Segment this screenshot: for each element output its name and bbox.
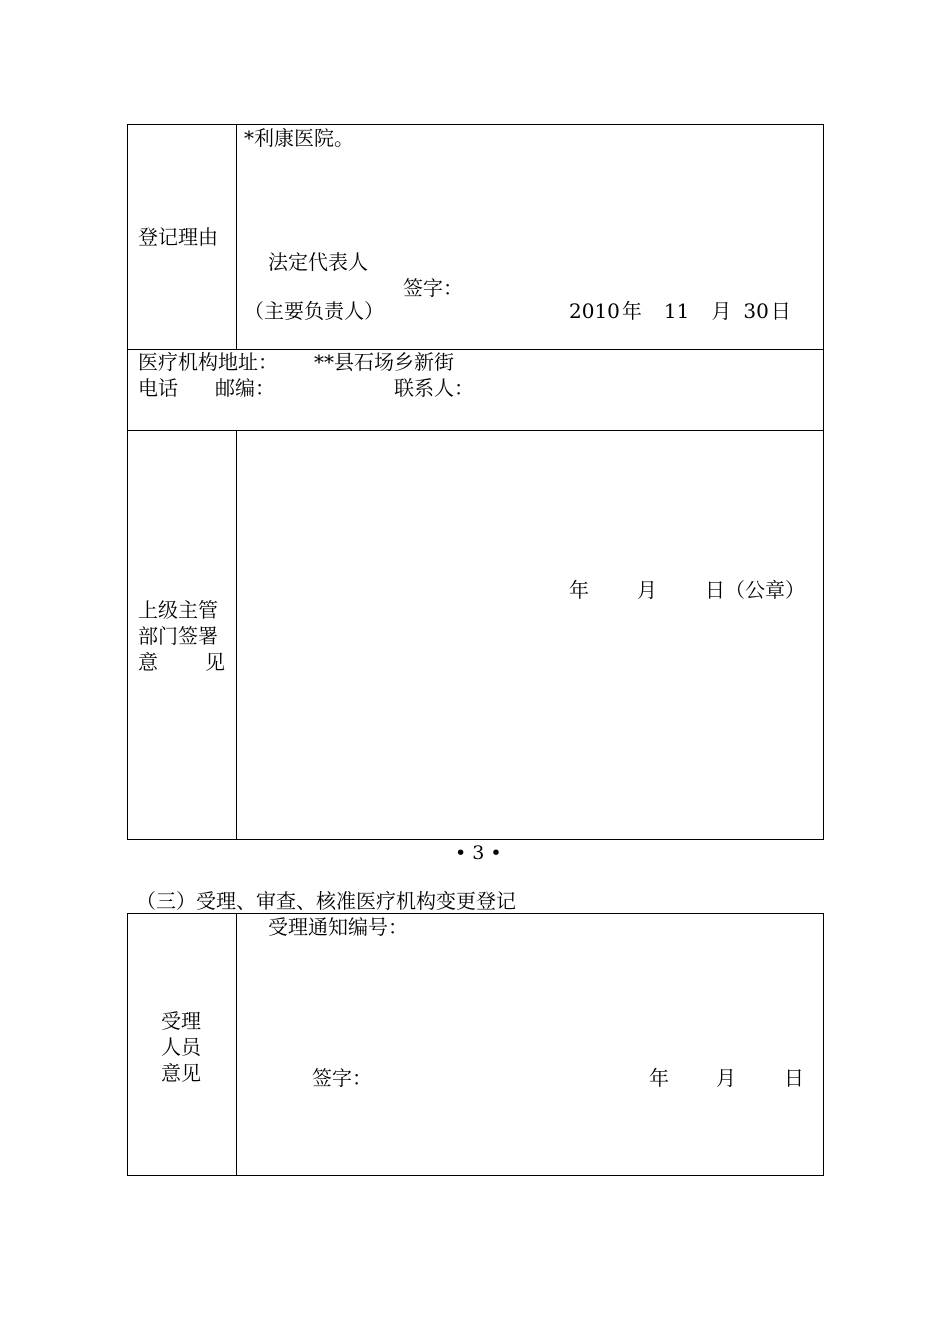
registration-date xyxy=(569,299,791,323)
acceptance-signature-label: 签字： xyxy=(312,1066,372,1090)
signature-label: 签字： xyxy=(403,276,463,300)
column-divider xyxy=(236,913,237,1176)
principal-label: （主要负责人） xyxy=(244,299,384,323)
row-divider xyxy=(127,430,824,431)
institution-address-label: 医疗机构地址： xyxy=(138,350,278,374)
acceptance-year-unit: 年 xyxy=(649,1066,669,1090)
supervisor-label-line1: 上级主管 xyxy=(138,598,218,622)
acceptance-label-line2: 人员 xyxy=(161,1035,201,1059)
institution-address-value: **县石场乡新街 xyxy=(314,350,454,374)
supervisor-label-line3-a: 意 xyxy=(138,650,158,674)
date-month-unit: 月 xyxy=(711,299,732,323)
acceptance-day-unit: 日 xyxy=(784,1066,804,1090)
phone-label: 电话 xyxy=(138,376,178,400)
supervisor-label-line3-b: 见 xyxy=(205,650,225,674)
column-divider xyxy=(236,124,237,350)
date-day-unit: 日 xyxy=(770,299,791,323)
supervisor-label-line2: 部门签署 xyxy=(138,624,218,648)
date-year-unit: 年 xyxy=(621,299,642,323)
date-month: 11 xyxy=(663,299,690,323)
contact-label: 联系人： xyxy=(394,376,474,400)
supervisor-year-unit: 年 xyxy=(569,578,589,602)
postcode-label: 邮编： xyxy=(215,376,275,400)
supervisor-day-seal: 日（公章） xyxy=(705,578,805,602)
acceptance-table xyxy=(127,913,824,1176)
legal-representative-label: 法定代表人 xyxy=(268,250,368,274)
registration-table xyxy=(127,124,824,840)
supervisor-month-unit: 月 xyxy=(637,578,657,602)
section-title: （三）受理、审查、核准医疗机构变更登记 xyxy=(136,889,516,913)
date-day: 30 xyxy=(743,299,769,323)
date-year: 2010 xyxy=(569,299,620,323)
notice-number-label: 受理通知编号： xyxy=(268,915,408,939)
acceptance-label-line1: 受理 xyxy=(161,1009,201,1033)
registration-reason-content: *利康医院。 xyxy=(244,126,354,150)
acceptance-month-unit: 月 xyxy=(716,1066,736,1090)
page-number: • 3 • xyxy=(455,842,502,864)
registration-reason-label: 登记理由 xyxy=(138,225,218,249)
acceptance-label-line3: 意见 xyxy=(161,1061,201,1085)
column-divider xyxy=(236,430,237,840)
